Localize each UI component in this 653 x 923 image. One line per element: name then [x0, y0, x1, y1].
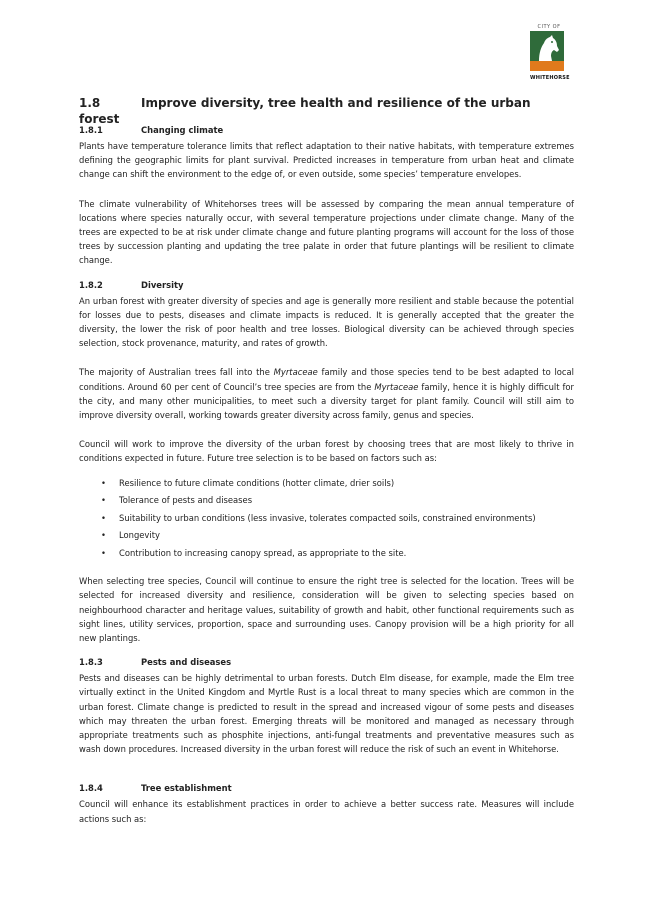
- subsection-number: 1.8.4: [79, 783, 103, 794]
- text-run: The majority of Australian trees fall into the: [79, 367, 274, 378]
- subsection-title: Pests and diseases: [141, 657, 232, 668]
- subsection-number: 1.8.3: [79, 657, 103, 668]
- italic-term: Myrtaceae: [273, 367, 318, 378]
- list-item: • Tolerance of pests and diseases: [79, 492, 574, 510]
- section-title: Improve diversity, tree health and resilience of the urban forest: [79, 96, 531, 126]
- subsection-heading-tree-establishment: [79, 782, 574, 794]
- list-item: • Contribution to increasing canopy spread, as appropriate to the site.: [79, 545, 574, 563]
- subsection-heading-changing-climate: [79, 124, 574, 136]
- paragraph: Pests and diseases can be highly detrimental to urban forests. Dutch Elm disease, for example, made the Elm tree virtually extinct in the United Kingdom and Myrtle Rust is a local threat to many species which are common in the urban forest. Climate change is predicted to result in the spread and increased vigour of some pests and diseases which may threaten the urban forest. Emerging threats will be monitored and managed as necessary through appropriate treatments such as phosphite injections, anti-fungal treatments and preventative measures such as wash down procedures. Increased diversity in the urban forest will reduce the risk of such an event in Whitehorse.: [79, 673, 574, 755]
- list-item: • Longevity: [79, 527, 574, 545]
- list-item: • Resilience to future climate conditions (hotter climate, drier soils): [79, 475, 574, 493]
- subsection-number: 1.8.2: [79, 279, 103, 290]
- subsection-heading-diversity: [79, 279, 574, 291]
- text-run: family, hence it is highly difficult for the city, and many other municipalities, to meet such a diversity target for plant family. Council will still aim to improve diversity overall, working towards greater diversity across family, genus and species.: [79, 381, 574, 421]
- paragraph: Council will work to improve the diversity of the urban forest by choosing trees that are most likely to thrive in conditions expected in future. Future tree selection is to be based on factors such as:: [79, 439, 574, 464]
- paragraph: The climate vulnerability of Whitehorses trees will be assessed by comparing the mean annual temperature of locations where species naturally occur, with several temperature projections under climate change. Many of the trees are expected to be at risk under climate change and future planting programs will account for the loss of those trees by succession planting and updating the tree palate in order that future plantings will be resilient to climate change.: [79, 198, 574, 266]
- text-run: family and those species tend to be best adapted to local conditions. Around 60 per cent of Council’s tree species are from the: [79, 367, 574, 392]
- section-heading: [79, 95, 574, 127]
- list-item: • Suitability to urban conditions (less invasive, tolerates compacted soils, constrained environments): [79, 510, 574, 528]
- subsection-title: Diversity: [141, 279, 184, 290]
- paragraph: An urban forest with greater diversity of species and age is generally more resilient and stable because the potential for losses due to pests, diseases and climate impacts is reduced. It is generally accepted that the greater the diversity, the lower the risk of poor health and tree losses. Biological diversity can be achieved through species selection, stock provenance, maturity, and rates of growth.: [79, 295, 574, 349]
- paragraph-myrtaceae: [79, 365, 574, 422]
- paragraph: When selecting tree species, Council will continue to ensure the right tree is selected for the location. Trees will be selected for increased diversity and resilience, consideration will be given to selecting species based on neighbourhood character and heritage values, suitability of growth and habit, other functional requirements such as sight lines, utility services, proportion, space and surrounding uses. Canopy provision will be a high priority for all new plantings.: [79, 576, 574, 643]
- horse-head-shield-icon: [530, 31, 564, 71]
- section-content: [79, 124, 574, 826]
- subsection-heading-pests-diseases: [79, 656, 574, 668]
- subsection-title: Changing climate: [141, 125, 224, 135]
- subsection-number: 1.8.1: [79, 125, 103, 135]
- city-of-whitehorse-logo: [530, 24, 568, 84]
- italic-term: Myrtaceae: [374, 381, 419, 392]
- logo-bottom-text: WHITEHORSE: [530, 75, 570, 81]
- bullet-list: [79, 475, 574, 563]
- paragraph: Plants have temperature tolerance limits that reflect adaptation to their native habitats, with temperature extremes defining the geographic limits for plant survival. Predicted increases in temperature from urban heat and climate change can shift the environment to the edge of, or even outside, some species’ temperature envelopes.: [79, 141, 574, 180]
- section-number: 1.8: [79, 96, 101, 110]
- paragraph: Council will enhance its establishment practices in order to achieve a better success rate. Measures will include actions such as:: [79, 799, 574, 824]
- subsection-title: Tree establishment: [141, 783, 232, 794]
- logo-top-text: CITY OF: [537, 24, 561, 30]
